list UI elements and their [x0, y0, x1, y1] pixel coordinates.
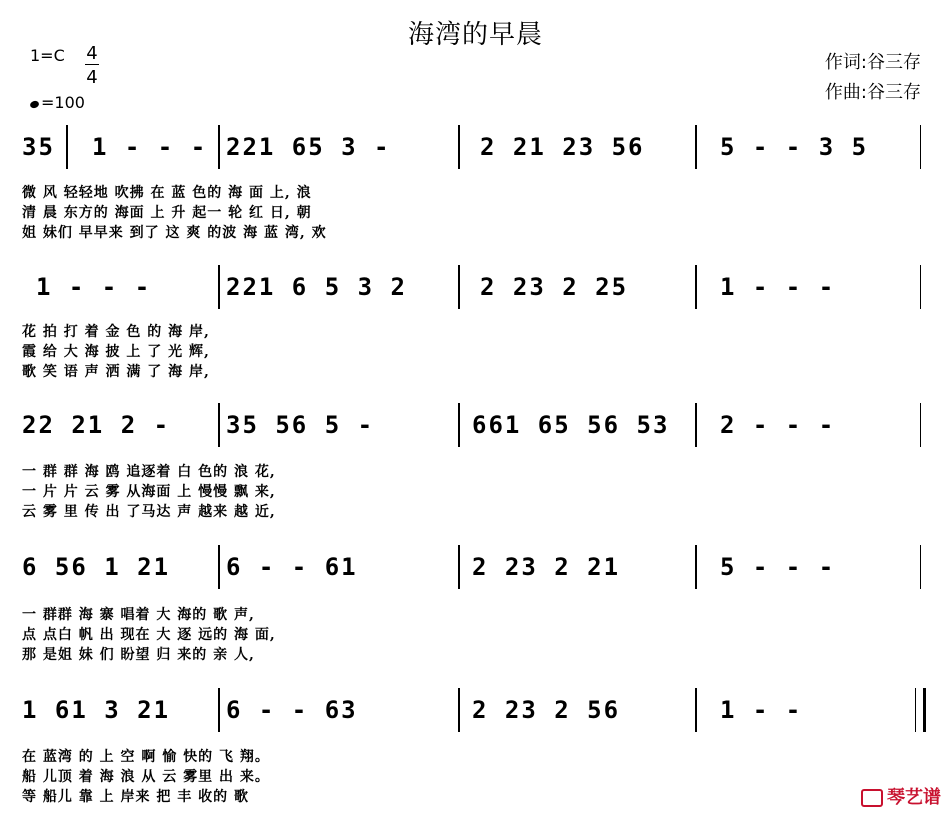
barline — [458, 403, 460, 447]
lyrics-verse-3: 姐 妹们 早早来 到了 这 爽 的波 海 蓝 湾, 欢 — [22, 225, 327, 241]
score-system-3 — [20, 403, 931, 463]
lyricist-credit: 作词:谷三存 — [824, 52, 921, 73]
lyrics-verse-1: 一 群群 海 寨 唱着 大 海的 歌 声, — [22, 607, 255, 623]
barline — [920, 125, 921, 169]
barline — [695, 545, 697, 589]
composer-credit: 作曲:谷三存 — [824, 82, 921, 103]
lyrics-verse-1: 花 拍 打 着 金 色 的 海 岸, — [22, 324, 210, 340]
time-sig-top: 4 — [86, 43, 98, 64]
credits — [825, 48, 921, 108]
song-title: 海湾的早晨 — [407, 20, 543, 50]
barline — [66, 125, 68, 169]
measure: 22 21 2 - — [22, 411, 171, 439]
barline — [695, 688, 697, 732]
measure-pickup: 35 — [22, 133, 55, 161]
barline — [218, 688, 220, 732]
barline — [458, 265, 460, 309]
barline — [218, 403, 220, 447]
measure: 1 61 3 21 — [22, 696, 171, 724]
measure: 1 - - - — [720, 273, 836, 301]
measure: 2 - - - — [720, 411, 836, 439]
barline — [920, 403, 921, 447]
barline — [218, 125, 220, 169]
final-barline-thick — [923, 688, 926, 732]
tempo-value: =100 — [41, 93, 85, 112]
measure: 661 65 56 53 — [472, 411, 670, 439]
key-signature: 1=C — [30, 46, 65, 65]
measure: 5 - - 3 5 — [720, 133, 869, 161]
score-system-2 — [20, 265, 931, 325]
barline — [458, 688, 460, 732]
barline — [458, 545, 460, 589]
lyrics-verse-3: 歌 笑 语 声 洒 满 了 海 岸, — [22, 364, 210, 380]
score-system-1 — [20, 125, 931, 185]
score-system-4 — [20, 545, 931, 605]
measure: 2 21 23 56 — [480, 133, 645, 161]
score-system-5 — [20, 688, 931, 748]
measure: 1 - - — [720, 696, 803, 724]
lyrics-verse-2: 点 点白 帆 出 现在 大 逐 远的 海 面, — [22, 627, 276, 643]
lyrics-verse-3: 等 船儿 靠 上 岸来 把 丰 收的 歌 — [22, 789, 249, 805]
measure: 35 56 5 - — [226, 411, 375, 439]
tempo-marking — [30, 93, 85, 112]
quarter-note-icon — [29, 100, 40, 110]
measure: 1 - - - — [92, 133, 208, 161]
lyrics-verse-2: 一 片 片 云 雾 从海面 上 慢慢 飘 来, — [22, 484, 276, 500]
barline — [695, 403, 697, 447]
measure: 6 - - 61 — [226, 553, 358, 581]
measure: 1 - - - — [36, 273, 152, 301]
measure: 6 56 1 21 — [22, 553, 171, 581]
lyrics-verse-1: 在 蓝湾 的 上 空 啊 愉 快的 飞 翔。 — [22, 749, 270, 765]
barline — [218, 265, 220, 309]
lyrics-verse-1: 一 群 群 海 鸥 追逐着 白 色的 浪 花, — [22, 464, 276, 480]
time-signature — [85, 44, 99, 88]
logo-text: 琴艺谱 — [887, 787, 941, 808]
barline — [695, 125, 697, 169]
barline — [458, 125, 460, 169]
barline — [218, 545, 220, 589]
measure: 5 - - - — [720, 553, 836, 581]
time-sig-bottom: 4 — [86, 67, 98, 88]
lyrics-verse-2: 清 晨 东方的 海面 上 升 起一 轮 红 日, 朝 — [22, 205, 312, 221]
measure: 2 23 2 25 — [480, 273, 629, 301]
lyrics-verse-3: 那 是姐 妹 们 盼望 归 来的 亲 人, — [22, 647, 255, 663]
barline — [920, 545, 921, 589]
measure: 2 23 2 56 — [472, 696, 621, 724]
time-sig-divider — [85, 64, 99, 65]
final-barline-thin — [915, 688, 916, 732]
measure: 221 6 5 3 2 — [226, 273, 407, 301]
lyrics-verse-2: 船 儿顶 着 海 浪 从 云 雾里 出 来。 — [22, 769, 270, 785]
barline — [920, 265, 921, 309]
measure: 2 23 2 21 — [472, 553, 621, 581]
measure: 6 - - 63 — [226, 696, 358, 724]
lyrics-verse-1: 微 风 轻轻地 吹拂 在 蓝 色的 海 面 上, 浪 — [22, 185, 312, 201]
barline — [695, 265, 697, 309]
lyrics-verse-3: 云 雾 里 传 出 了马达 声 越来 越 近, — [22, 504, 276, 520]
logo-icon — [861, 789, 883, 807]
lyrics-verse-2: 霞 给 大 海 披 上 了 光 辉, — [22, 344, 210, 360]
watermark-logo — [861, 783, 941, 809]
measure: 221 65 3 - — [226, 133, 391, 161]
